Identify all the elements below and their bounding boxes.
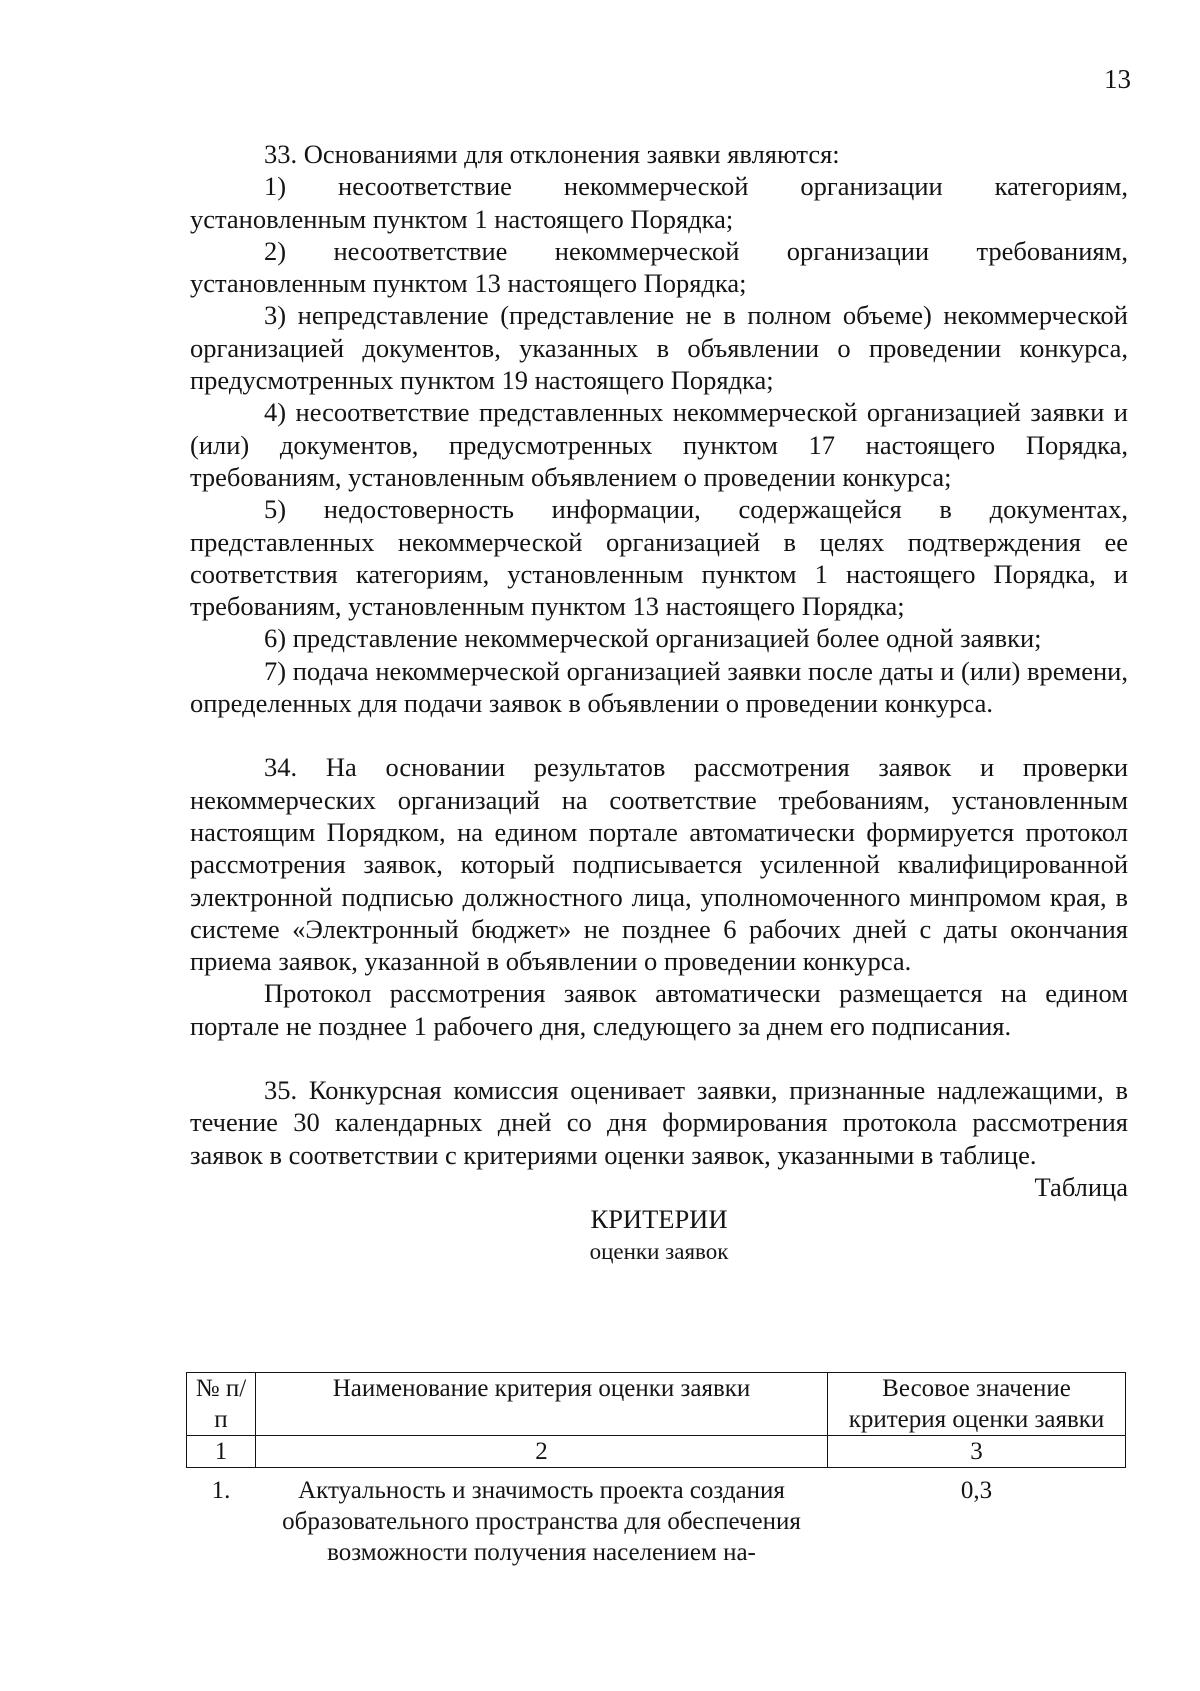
page-number: 13	[1104, 64, 1131, 94]
header-criterion-name: Наименование критерия оценки заявки	[256, 1373, 828, 1436]
section-34-paragraph: 34. На основании результатов рассмотрения заявок и проверки некоммерческих организаций на соответствие требованиям, установленным настоящим Порядком, на едином портале автоматически формируется протокол рассмотрения заявок, который подписывается усиленной квалифицированной электронной подписью должностного лица, уполномоченного минпромом края, в системе «Электронный бюджет» не позднее 6 рабочих дней с даты окончания приема заявок, указанной в объявлении о проведении конкурса.	[190, 752, 1128, 977]
document-body	[190, 138, 1128, 1268]
section-spacer	[190, 1042, 1128, 1074]
criterion-name: Актуальность и значимость проекта создания образовательного пространства для обеспечения возможности получения населением на-	[282, 1477, 801, 1566]
column-number-2: 2	[256, 1436, 828, 1468]
criteria-table	[186, 1372, 1126, 1568]
table-row	[187, 1468, 1126, 1569]
section-35-paragraph: 35. Конкурсная комиссия оценивает заявки, признанные надлежащими, в течение 30 календарных дней со дня формирования протокола рассмотрения заявок в соответствии с критериями оценки заявок, указанными в таблице.	[190, 1075, 1128, 1170]
section-33-item-5: 5) недостоверность информации, содержащейся в документах, представленных некоммерческой организацией в целях подтверждения ее соответствия категориям, установленным пунктом 1 настоящего Порядка, и требованиям, установленным пунктом 13 настоящего Порядка;	[190, 494, 1128, 622]
section-33-item-6: 6) представление некоммерческой организацией более одной заявки;	[264, 623, 1042, 654]
section-33-item-3: 3) непредставление (представление не в полном объеме) некоммерческой организацией документов, указанных в объявлении о проведении конкурса, предусмотренных пунктом 19 настоящего Порядка;	[190, 300, 1128, 396]
table-label: Таблица	[1034, 1171, 1128, 1202]
section-33-item-7: 7) подача некоммерческой организацией заявки после даты и (или) времени, определенных для подачи заявок в объявлении о проведении конкурса.	[190, 655, 1128, 719]
table-column-numbers-row	[187, 1436, 1126, 1468]
section-33-item-1: 1) несоответствие некоммерческой организации категориям, установленным пунктом 1 настоящего Порядка;	[190, 171, 1128, 234]
section-33-heading: 33. Основаниями для отклонения заявки являются:	[264, 139, 840, 169]
column-number-1: 1	[187, 1436, 256, 1468]
section-33-item-2: 2) несоответствие некоммерческой организации требованиям, установленным пунктом 13 настоящего Порядка;	[190, 235, 1128, 299]
section-34-protocol-paragraph: Протокол рассмотрения заявок автоматически размещается на едином портале не позднее 1 рабочего дня, следующего за днем его подписания.	[190, 978, 1128, 1041]
criterion-weight: 0,3	[960, 1477, 993, 1504]
section-33-item-4: 4) несоответствие представленных некоммерческой организацией заявки и (или) документов, предусмотренных пунктом 17 настоящего Порядка, требованиям, установленным объявлением о проведении конкурса;	[190, 397, 1128, 492]
header-weight: Весовое значение критерия оценки заявки	[828, 1373, 1126, 1436]
criteria-subtitle: оценки заявок	[589, 1238, 729, 1264]
header-number: № п/п	[187, 1373, 256, 1436]
table-header-row	[187, 1373, 1126, 1436]
row-number: 1.	[211, 1477, 231, 1504]
criteria-title: КРИТЕРИИ	[590, 1204, 728, 1235]
section-spacer	[190, 719, 1128, 751]
column-number-3: 3	[828, 1436, 1126, 1468]
